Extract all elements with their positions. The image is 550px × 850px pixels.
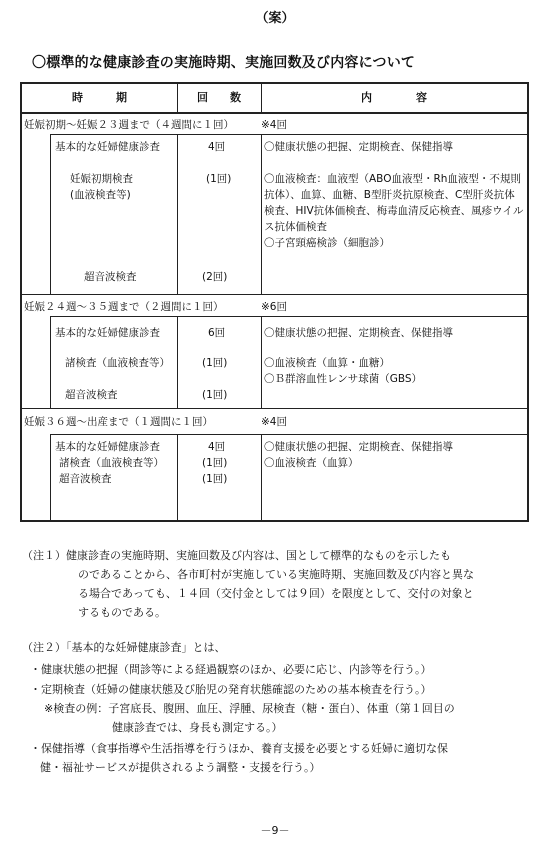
note1-line: （注１）健康診査の実施時期、実施回数及び内容は、国として標準的なものを示したも [22, 549, 451, 562]
row-name-sub: (血液検査等) [70, 189, 131, 201]
table-section [22, 410, 527, 520]
row-name: 超音波検査 [84, 271, 137, 283]
row-count: (1回) [206, 173, 232, 185]
note1-line: のであることから、各市町村が実施している実施時期、実施回数及び内容と異な [78, 568, 474, 581]
page-number: －9－ [260, 824, 290, 837]
row-name: 諸検査（血液検査等） [59, 457, 164, 469]
row-count: 4回 [208, 141, 226, 153]
section-title: 妊娠２４週～３５週まで（２週間に１回） [24, 301, 224, 313]
note2-item: ・保健指導（食事指導や生活指導を行うほか、養育支援を必要とする妊婦に適切な保 [30, 742, 448, 755]
row-content-line: 検査、HIV抗体価検査、梅毒血清反応検査、風疹ウイル [264, 205, 524, 217]
row-count: (1回) [202, 473, 228, 485]
row-name: 基本的な妊婦健康診査 [55, 327, 160, 339]
row-count: (1回) [202, 457, 228, 469]
row-content-line: 〇血液検査（血算・血糖） [264, 357, 390, 369]
row-content-line: 〇子宮頸癌検診（細胞診） [264, 237, 390, 249]
section-title: 妊娠初期～妊娠２３週まで（４週間に１回） [24, 119, 234, 131]
section-title: 妊娠３６週～出産まで（１週間に１回） [24, 416, 213, 428]
row-content-line: 〇Ｂ群溶血性レンサ球菌（GBS） [264, 373, 423, 385]
header-period: 時 期 [72, 91, 127, 104]
note1-line: る場合であっても、１４回（交付金としては９回）を限度として、交付の対象と [78, 587, 474, 600]
note1-line: するものである。 [78, 606, 166, 619]
row-content-line: 〇健康状態の把握、定期検査、保健指導 [264, 441, 453, 453]
header-content: 内 容 [361, 91, 427, 104]
row-name: 基本的な妊婦健康診査 [55, 141, 160, 153]
section-total: ※4回 [261, 416, 287, 428]
row-count: 6回 [208, 327, 226, 339]
row-content-line: 〇健康状態の把握、定期検査、保健指導 [264, 141, 453, 153]
checkup-schedule-table [20, 82, 529, 522]
note2-item: 健康診査では、身長も測定する。） [112, 721, 283, 734]
row-name: 超音波検査 [59, 473, 112, 485]
note2-item: ※検査の例：子宮底長、腹囲、血圧、浮腫、尿検査（糖・蛋白）、体重（第１回目の [44, 702, 455, 715]
note2-title: （注２）「基本的な妊婦健康診査」とは、 [22, 641, 226, 654]
note2-item: 健・福祉サービスが提供されるよう調整・支援を行う。） [40, 761, 321, 774]
note2-item: ・健康状態の把握（問診等による経過観察のほか、必要に応じ、内診等を行う。） [30, 663, 432, 676]
note2-item: ・定期検査（妊婦の健康状態及び胎児の発育状態確認のための基本検査を行う。） [30, 683, 432, 696]
row-name: 超音波検査 [65, 389, 118, 401]
row-name: 諸検査（血液検査等） [65, 357, 170, 369]
table-header-row [22, 84, 527, 114]
row-name: 基本的な妊婦健康診査 [55, 441, 160, 453]
row-count: 4回 [208, 441, 226, 453]
section-total: ※6回 [261, 301, 287, 313]
table-section [22, 114, 527, 294]
row-content-line: ス抗体価検査 [264, 221, 327, 233]
section-total: ※4回 [261, 119, 287, 131]
row-content-line: 〇血液検査（血算） [264, 457, 359, 469]
table-section [22, 296, 527, 408]
document-heading: 〇標準的な健康診査の実施時期、実施回数及び内容について [32, 55, 416, 71]
row-content-line: 〇健康状態の把握、定期検査、保健指導 [264, 327, 453, 339]
row-count: (1回) [202, 389, 228, 401]
row-count: (1回) [202, 357, 228, 369]
row-content-line: 〇血液検査：血液型（ABO血液型・Rh血液型・不規則 [264, 173, 521, 185]
row-name: 妊娠初期検査 [70, 173, 133, 185]
row-content-line: 抗体）、血算、血糖、B型肝炎抗原検査、C型肝炎抗体 [264, 189, 515, 201]
header-count: 回 数 [197, 91, 241, 104]
draft-label: （案） [255, 11, 295, 26]
row-count: (2回) [202, 271, 228, 283]
